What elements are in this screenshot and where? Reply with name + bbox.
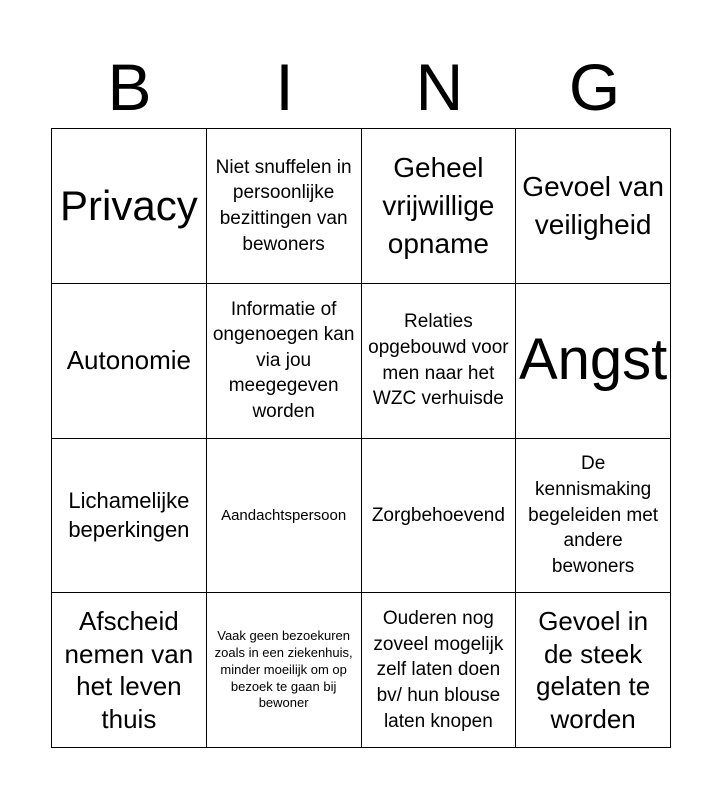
header-letter-b: B (107, 50, 152, 124)
bingo-cell[interactable] (362, 129, 517, 284)
bingo-header (52, 50, 672, 125)
cell-text: Informatie of ongenoegen kan via jou meegegeven worden (212, 298, 355, 423)
bingo-cell[interactable] (516, 284, 671, 439)
cell-text: Aandachtspersoon (221, 506, 347, 524)
bingo-cell[interactable] (362, 284, 517, 439)
cell-text: Autonomie (66, 345, 192, 376)
bingo-cell[interactable] (52, 129, 207, 284)
bingo-cell[interactable] (207, 439, 362, 594)
cell-text: Zorgbehoevend (371, 504, 505, 526)
cell-text: Privacy (60, 181, 198, 229)
header-letter-g: G (568, 50, 621, 124)
bingo-cell[interactable] (362, 439, 517, 594)
header-letter-n: N (415, 50, 464, 124)
cell-text: Lichamelijke beperkingen (68, 487, 190, 543)
cell-text: Angst (518, 327, 668, 393)
bingo-cell[interactable] (207, 129, 362, 284)
cell-text: Geheel vrijwillige opname (382, 152, 495, 259)
cell-text: Niet snuffelen in persoonlijke bezittingen van bewoners (215, 156, 352, 255)
header-letter-i: I (275, 50, 294, 124)
bingo-cell[interactable] (52, 593, 207, 748)
bingo-cell[interactable] (516, 593, 671, 748)
bingo-cell[interactable] (207, 284, 362, 439)
cell-text: Gevoel van veiligheid (522, 171, 664, 240)
bingo-cell[interactable] (52, 284, 207, 439)
cell-text: Gevoel in de steek gelaten te worden (536, 606, 651, 734)
bingo-cell[interactable] (516, 439, 671, 594)
bingo-cell[interactable] (52, 439, 207, 594)
bingo-cell[interactable] (362, 593, 517, 748)
cell-text: Ouderen nog zoveel mogelijk zelf laten doen bv/ hun blouse laten knopen (373, 608, 504, 732)
cell-text: Relaties opgebouwd voor men naar het WZC verhuisde (368, 311, 509, 410)
cell-text: De kennismaking begeleiden met andere bewoners (528, 453, 659, 577)
bingo-grid (51, 128, 671, 748)
bingo-cell[interactable] (516, 129, 671, 284)
bingo-cell[interactable] (207, 593, 362, 748)
cell-text: Vaak geen bezoekuren zoals in een ziekenhuis, minder moeilijk om op bezoek te gaan bij bewoner (214, 627, 353, 711)
cell-text: Afscheid nemen van het leven thuis (64, 606, 194, 734)
